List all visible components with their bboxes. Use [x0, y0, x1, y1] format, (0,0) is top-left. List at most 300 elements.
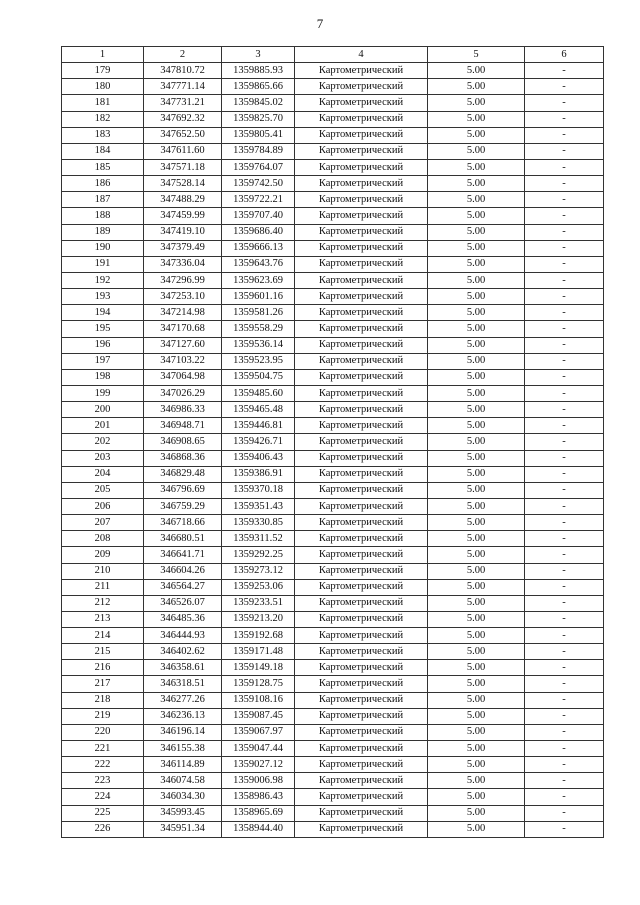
description-cell: - — [525, 498, 604, 514]
table-row — [62, 595, 604, 611]
point-number-cell: 186 — [62, 176, 144, 192]
x-coordinate-cell: 345951.34 — [144, 821, 222, 837]
x-coordinate-cell: 346444.93 — [144, 628, 222, 644]
method-cell: Картометрический — [295, 402, 428, 418]
accuracy-cell: 5.00 — [428, 224, 525, 240]
description-cell: - — [525, 63, 604, 79]
y-coordinate-cell: 1359006.98 — [222, 773, 295, 789]
method-cell: Картометрический — [295, 466, 428, 482]
y-coordinate-cell: 1359845.02 — [222, 95, 295, 111]
description-cell: - — [525, 595, 604, 611]
point-number-cell: 183 — [62, 127, 144, 143]
x-coordinate-cell: 347810.72 — [144, 63, 222, 79]
accuracy-cell: 5.00 — [428, 240, 525, 256]
point-number-cell: 206 — [62, 498, 144, 514]
table-row — [62, 741, 604, 757]
x-coordinate-cell: 346680.51 — [144, 531, 222, 547]
y-coordinate-cell: 1358986.43 — [222, 789, 295, 805]
point-number-cell: 215 — [62, 644, 144, 660]
x-coordinate-cell: 346034.30 — [144, 789, 222, 805]
accuracy-cell: 5.00 — [428, 821, 525, 837]
method-cell: Картометрический — [295, 272, 428, 288]
table-row — [62, 676, 604, 692]
x-coordinate-cell: 345993.45 — [144, 805, 222, 821]
x-coordinate-cell: 347253.10 — [144, 289, 222, 305]
method-cell: Картометрический — [295, 579, 428, 595]
table-row — [62, 515, 604, 531]
table-row — [62, 192, 604, 208]
x-coordinate-cell: 347571.18 — [144, 159, 222, 175]
y-coordinate-cell: 1359485.60 — [222, 385, 295, 401]
description-cell: - — [525, 176, 604, 192]
x-coordinate-cell: 346908.65 — [144, 434, 222, 450]
y-coordinate-cell: 1359805.41 — [222, 127, 295, 143]
description-cell: - — [525, 256, 604, 272]
accuracy-cell: 5.00 — [428, 256, 525, 272]
description-cell: - — [525, 482, 604, 498]
y-coordinate-cell: 1359171.48 — [222, 644, 295, 660]
point-number-cell: 221 — [62, 741, 144, 757]
description-cell: - — [525, 628, 604, 644]
description-cell: - — [525, 579, 604, 595]
accuracy-cell: 5.00 — [428, 789, 525, 805]
method-cell: Картометрический — [295, 660, 428, 676]
x-coordinate-cell: 346641.71 — [144, 547, 222, 563]
y-coordinate-cell: 1358944.40 — [222, 821, 295, 837]
point-number-cell: 201 — [62, 418, 144, 434]
description-cell: - — [525, 402, 604, 418]
method-cell: Картометрический — [295, 224, 428, 240]
point-number-cell: 208 — [62, 531, 144, 547]
y-coordinate-cell: 1359707.40 — [222, 208, 295, 224]
x-coordinate-cell: 347170.68 — [144, 321, 222, 337]
description-cell: - — [525, 773, 604, 789]
method-cell: Картометрический — [295, 773, 428, 789]
y-coordinate-cell: 1359149.18 — [222, 660, 295, 676]
method-cell: Картометрический — [295, 644, 428, 660]
x-coordinate-cell: 346796.69 — [144, 482, 222, 498]
accuracy-cell: 5.00 — [428, 305, 525, 321]
point-number-cell: 195 — [62, 321, 144, 337]
method-cell: Картометрический — [295, 611, 428, 627]
point-number-cell: 188 — [62, 208, 144, 224]
description-cell: - — [525, 515, 604, 531]
point-number-cell: 191 — [62, 256, 144, 272]
method-cell: Картометрический — [295, 176, 428, 192]
accuracy-cell: 5.00 — [428, 724, 525, 740]
y-coordinate-cell: 1359558.29 — [222, 321, 295, 337]
method-cell: Картометрический — [295, 95, 428, 111]
y-coordinate-cell: 1359253.06 — [222, 579, 295, 595]
y-coordinate-cell: 1359213.20 — [222, 611, 295, 627]
point-number-cell: 192 — [62, 272, 144, 288]
x-coordinate-cell: 346526.07 — [144, 595, 222, 611]
method-cell: Картометрический — [295, 159, 428, 175]
accuracy-cell: 5.00 — [428, 611, 525, 627]
table-row — [62, 321, 604, 337]
point-number-cell: 213 — [62, 611, 144, 627]
x-coordinate-cell: 346114.89 — [144, 757, 222, 773]
point-number-cell: 210 — [62, 563, 144, 579]
x-coordinate-cell: 346829.48 — [144, 466, 222, 482]
table-row — [62, 482, 604, 498]
x-coordinate-cell: 346074.58 — [144, 773, 222, 789]
y-coordinate-cell: 1359292.25 — [222, 547, 295, 563]
accuracy-cell: 5.00 — [428, 95, 525, 111]
table-row — [62, 305, 604, 321]
y-coordinate-cell: 1359311.52 — [222, 531, 295, 547]
description-cell: - — [525, 660, 604, 676]
y-coordinate-cell: 1359406.43 — [222, 450, 295, 466]
table-row — [62, 660, 604, 676]
accuracy-cell: 5.00 — [428, 321, 525, 337]
x-coordinate-cell: 347731.21 — [144, 95, 222, 111]
method-cell: Картометрический — [295, 547, 428, 563]
accuracy-cell: 5.00 — [428, 757, 525, 773]
table-row — [62, 805, 604, 821]
description-cell: - — [525, 805, 604, 821]
coordinates-table — [61, 46, 604, 838]
method-cell: Картометрический — [295, 805, 428, 821]
table-row — [62, 95, 604, 111]
table-row — [62, 628, 604, 644]
table-row — [62, 418, 604, 434]
table-row — [62, 450, 604, 466]
description-cell: - — [525, 79, 604, 95]
accuracy-cell: 5.00 — [428, 692, 525, 708]
method-cell: Картометрический — [295, 757, 428, 773]
y-coordinate-cell: 1359465.48 — [222, 402, 295, 418]
column-header: 1 — [62, 47, 144, 63]
description-cell: - — [525, 692, 604, 708]
y-coordinate-cell: 1359351.43 — [222, 498, 295, 514]
accuracy-cell: 5.00 — [428, 628, 525, 644]
y-coordinate-cell: 1359047.44 — [222, 741, 295, 757]
table-body — [62, 63, 604, 838]
point-number-cell: 222 — [62, 757, 144, 773]
table-row — [62, 127, 604, 143]
method-cell: Картометрический — [295, 79, 428, 95]
point-number-cell: 216 — [62, 660, 144, 676]
method-cell: Картометрический — [295, 450, 428, 466]
point-number-cell: 200 — [62, 402, 144, 418]
point-number-cell: 194 — [62, 305, 144, 321]
accuracy-cell: 5.00 — [428, 563, 525, 579]
point-number-cell: 193 — [62, 289, 144, 305]
table-row — [62, 466, 604, 482]
description-cell: - — [525, 418, 604, 434]
y-coordinate-cell: 1359885.93 — [222, 63, 295, 79]
method-cell: Картометрический — [295, 741, 428, 757]
x-coordinate-cell: 346402.62 — [144, 644, 222, 660]
column-header: 3 — [222, 47, 295, 63]
method-cell: Картометрический — [295, 369, 428, 385]
description-cell: - — [525, 450, 604, 466]
description-cell: - — [525, 385, 604, 401]
method-cell: Картометрический — [295, 289, 428, 305]
y-coordinate-cell: 1358965.69 — [222, 805, 295, 821]
y-coordinate-cell: 1359386.91 — [222, 466, 295, 482]
method-cell: Картометрический — [295, 337, 428, 353]
point-number-cell: 196 — [62, 337, 144, 353]
table-row — [62, 724, 604, 740]
method-cell: Картометрический — [295, 628, 428, 644]
table-row — [62, 385, 604, 401]
accuracy-cell: 5.00 — [428, 353, 525, 369]
y-coordinate-cell: 1359722.21 — [222, 192, 295, 208]
table-row — [62, 256, 604, 272]
table-row — [62, 789, 604, 805]
table-row — [62, 402, 604, 418]
y-coordinate-cell: 1359426.71 — [222, 434, 295, 450]
accuracy-cell: 5.00 — [428, 402, 525, 418]
point-number-cell: 185 — [62, 159, 144, 175]
description-cell: - — [525, 224, 604, 240]
point-number-cell: 207 — [62, 515, 144, 531]
point-number-cell: 205 — [62, 482, 144, 498]
accuracy-cell: 5.00 — [428, 111, 525, 127]
x-coordinate-cell: 347652.50 — [144, 127, 222, 143]
x-coordinate-cell: 347064.98 — [144, 369, 222, 385]
table-row — [62, 111, 604, 127]
method-cell: Картометрический — [295, 498, 428, 514]
x-coordinate-cell: 347488.29 — [144, 192, 222, 208]
method-cell: Картометрический — [295, 531, 428, 547]
description-cell: - — [525, 111, 604, 127]
table-row — [62, 159, 604, 175]
x-coordinate-cell: 347103.22 — [144, 353, 222, 369]
method-cell: Картометрический — [295, 563, 428, 579]
y-coordinate-cell: 1359865.66 — [222, 79, 295, 95]
accuracy-cell: 5.00 — [428, 385, 525, 401]
x-coordinate-cell: 346236.13 — [144, 708, 222, 724]
method-cell: Картометрический — [295, 192, 428, 208]
point-number-cell: 190 — [62, 240, 144, 256]
accuracy-cell: 5.00 — [428, 708, 525, 724]
point-number-cell: 189 — [62, 224, 144, 240]
y-coordinate-cell: 1359330.85 — [222, 515, 295, 531]
x-coordinate-cell: 346277.26 — [144, 692, 222, 708]
point-number-cell: 203 — [62, 450, 144, 466]
x-coordinate-cell: 346759.29 — [144, 498, 222, 514]
point-number-cell: 220 — [62, 724, 144, 740]
description-cell: - — [525, 240, 604, 256]
x-coordinate-cell: 347611.60 — [144, 143, 222, 159]
y-coordinate-cell: 1359504.75 — [222, 369, 295, 385]
description-cell: - — [525, 159, 604, 175]
column-header: 5 — [428, 47, 525, 63]
table-row — [62, 79, 604, 95]
table-row — [62, 498, 604, 514]
column-header: 6 — [525, 47, 604, 63]
description-cell: - — [525, 531, 604, 547]
description-cell: - — [525, 789, 604, 805]
method-cell: Картометрический — [295, 482, 428, 498]
point-number-cell: 217 — [62, 676, 144, 692]
description-cell: - — [525, 127, 604, 143]
accuracy-cell: 5.00 — [428, 498, 525, 514]
accuracy-cell: 5.00 — [428, 369, 525, 385]
description-cell: - — [525, 741, 604, 757]
table-row — [62, 353, 604, 369]
method-cell: Картометрический — [295, 256, 428, 272]
method-cell: Картометрический — [295, 434, 428, 450]
accuracy-cell: 5.00 — [428, 337, 525, 353]
method-cell: Картометрический — [295, 127, 428, 143]
x-coordinate-cell: 347127.60 — [144, 337, 222, 353]
accuracy-cell: 5.00 — [428, 805, 525, 821]
description-cell: - — [525, 289, 604, 305]
method-cell: Картометрический — [295, 208, 428, 224]
point-number-cell: 202 — [62, 434, 144, 450]
x-coordinate-cell: 346868.36 — [144, 450, 222, 466]
point-number-cell: 214 — [62, 628, 144, 644]
y-coordinate-cell: 1359742.50 — [222, 176, 295, 192]
table-row — [62, 289, 604, 305]
y-coordinate-cell: 1359233.51 — [222, 595, 295, 611]
table-row — [62, 757, 604, 773]
x-coordinate-cell: 347336.04 — [144, 256, 222, 272]
table-row — [62, 240, 604, 256]
table-row — [62, 579, 604, 595]
accuracy-cell: 5.00 — [428, 79, 525, 95]
point-number-cell: 199 — [62, 385, 144, 401]
y-coordinate-cell: 1359623.69 — [222, 272, 295, 288]
method-cell: Картометрический — [295, 676, 428, 692]
table-header-row — [62, 47, 604, 63]
accuracy-cell: 5.00 — [428, 515, 525, 531]
table-row — [62, 337, 604, 353]
table-row — [62, 224, 604, 240]
x-coordinate-cell: 347026.29 — [144, 385, 222, 401]
description-cell: - — [525, 547, 604, 563]
point-number-cell: 204 — [62, 466, 144, 482]
y-coordinate-cell: 1359108.16 — [222, 692, 295, 708]
description-cell: - — [525, 466, 604, 482]
x-coordinate-cell: 346718.66 — [144, 515, 222, 531]
accuracy-cell: 5.00 — [428, 773, 525, 789]
method-cell: Картометрический — [295, 305, 428, 321]
point-number-cell: 219 — [62, 708, 144, 724]
x-coordinate-cell: 346196.14 — [144, 724, 222, 740]
x-coordinate-cell: 347528.14 — [144, 176, 222, 192]
method-cell: Картометрический — [295, 515, 428, 531]
y-coordinate-cell: 1359666.13 — [222, 240, 295, 256]
description-cell: - — [525, 95, 604, 111]
y-coordinate-cell: 1359764.07 — [222, 159, 295, 175]
table-row — [62, 272, 604, 288]
accuracy-cell: 5.00 — [428, 531, 525, 547]
accuracy-cell: 5.00 — [428, 676, 525, 692]
x-coordinate-cell: 346604.26 — [144, 563, 222, 579]
y-coordinate-cell: 1359192.68 — [222, 628, 295, 644]
method-cell: Картометрический — [295, 821, 428, 837]
accuracy-cell: 5.00 — [428, 63, 525, 79]
x-coordinate-cell: 346358.61 — [144, 660, 222, 676]
table-row — [62, 208, 604, 224]
description-cell: - — [525, 208, 604, 224]
point-number-cell: 212 — [62, 595, 144, 611]
y-coordinate-cell: 1359370.18 — [222, 482, 295, 498]
x-coordinate-cell: 347379.49 — [144, 240, 222, 256]
point-number-cell: 197 — [62, 353, 144, 369]
description-cell: - — [525, 369, 604, 385]
accuracy-cell: 5.00 — [428, 127, 525, 143]
method-cell: Картометрический — [295, 111, 428, 127]
description-cell: - — [525, 143, 604, 159]
y-coordinate-cell: 1359027.12 — [222, 757, 295, 773]
point-number-cell: 180 — [62, 79, 144, 95]
table-row — [62, 434, 604, 450]
point-number-cell: 198 — [62, 369, 144, 385]
point-number-cell: 224 — [62, 789, 144, 805]
accuracy-cell: 5.00 — [428, 482, 525, 498]
accuracy-cell: 5.00 — [428, 644, 525, 660]
method-cell: Картометрический — [295, 692, 428, 708]
accuracy-cell: 5.00 — [428, 289, 525, 305]
point-number-cell: 211 — [62, 579, 144, 595]
column-header: 4 — [295, 47, 428, 63]
description-cell: - — [525, 644, 604, 660]
page-number: 7 — [316, 16, 324, 31]
accuracy-cell: 5.00 — [428, 741, 525, 757]
description-cell: - — [525, 676, 604, 692]
method-cell: Картометрический — [295, 321, 428, 337]
y-coordinate-cell: 1359523.95 — [222, 353, 295, 369]
accuracy-cell: 5.00 — [428, 176, 525, 192]
accuracy-cell: 5.00 — [428, 143, 525, 159]
y-coordinate-cell: 1359128.75 — [222, 676, 295, 692]
description-cell: - — [525, 708, 604, 724]
point-number-cell: 179 — [62, 63, 144, 79]
y-coordinate-cell: 1359536.14 — [222, 337, 295, 353]
table-row — [62, 176, 604, 192]
description-cell: - — [525, 321, 604, 337]
x-coordinate-cell: 346564.27 — [144, 579, 222, 595]
description-cell: - — [525, 434, 604, 450]
accuracy-cell: 5.00 — [428, 434, 525, 450]
accuracy-cell: 5.00 — [428, 159, 525, 175]
method-cell: Картометрический — [295, 63, 428, 79]
y-coordinate-cell: 1359784.89 — [222, 143, 295, 159]
x-coordinate-cell: 346318.51 — [144, 676, 222, 692]
table-row — [62, 563, 604, 579]
table-row — [62, 692, 604, 708]
x-coordinate-cell: 346948.71 — [144, 418, 222, 434]
description-cell: - — [525, 563, 604, 579]
accuracy-cell: 5.00 — [428, 466, 525, 482]
description-cell: - — [525, 353, 604, 369]
x-coordinate-cell: 346155.38 — [144, 741, 222, 757]
accuracy-cell: 5.00 — [428, 660, 525, 676]
accuracy-cell: 5.00 — [428, 547, 525, 563]
method-cell: Картометрический — [295, 724, 428, 740]
table-row — [62, 143, 604, 159]
x-coordinate-cell: 346485.36 — [144, 611, 222, 627]
y-coordinate-cell: 1359446.81 — [222, 418, 295, 434]
table-row — [62, 773, 604, 789]
method-cell: Картометрический — [295, 240, 428, 256]
accuracy-cell: 5.00 — [428, 579, 525, 595]
x-coordinate-cell: 347296.99 — [144, 272, 222, 288]
x-coordinate-cell: 347692.32 — [144, 111, 222, 127]
method-cell: Картометрический — [295, 385, 428, 401]
y-coordinate-cell: 1359273.12 — [222, 563, 295, 579]
point-number-cell: 226 — [62, 821, 144, 837]
y-coordinate-cell: 1359067.97 — [222, 724, 295, 740]
table-row — [62, 644, 604, 660]
method-cell: Картометрический — [295, 595, 428, 611]
